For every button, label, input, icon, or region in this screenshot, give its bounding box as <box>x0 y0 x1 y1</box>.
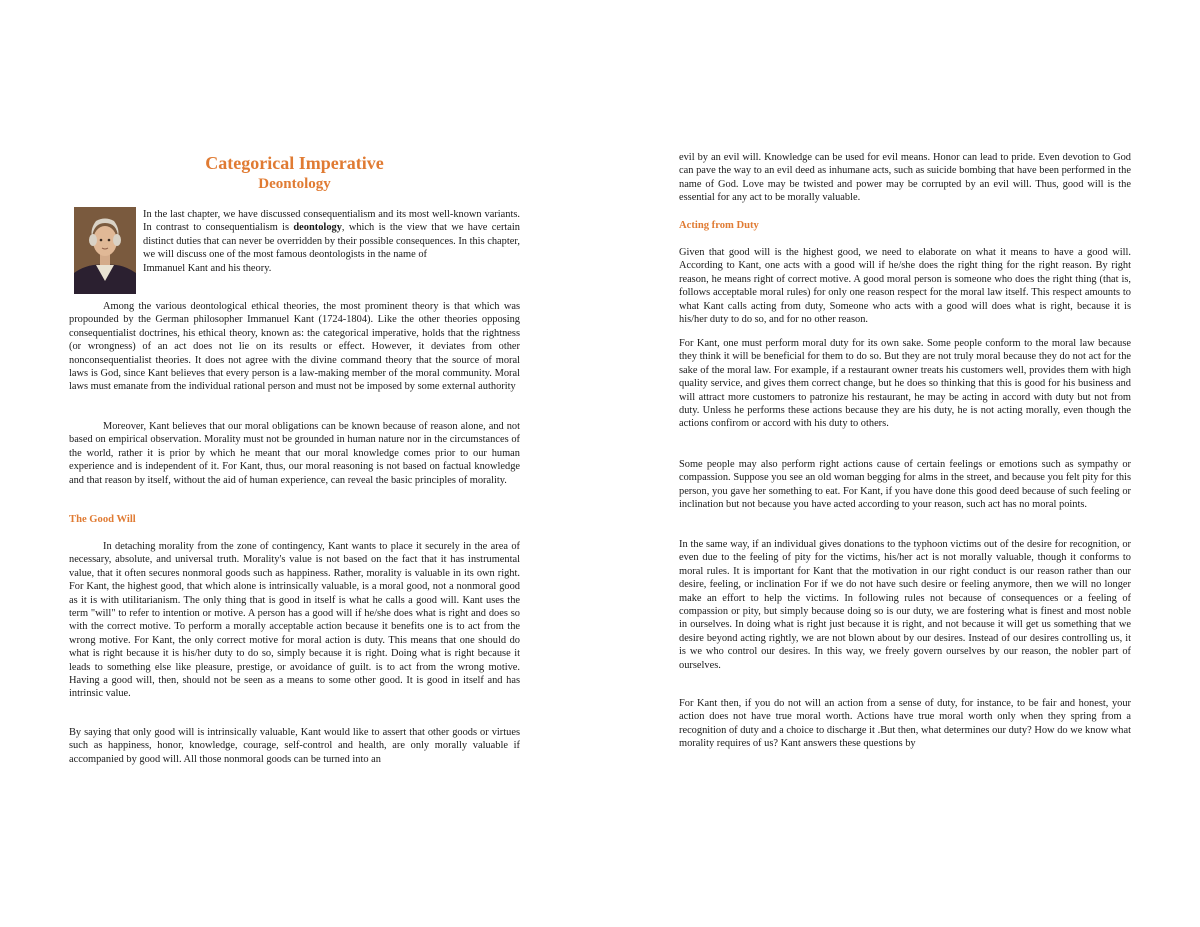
paragraph-deontological-theories: Among the various deontological ethical theories, the most prominent theory is that which was propounded by the German philosopher Immanuel Kant (1724-1804). Like the other theories opposing consequentialist doctrines, his ethical theory, known as: the categorical imperative, holds that the rightness (or wrongness) of an act does not lie on its results or effect. However, it deviates from other nonconsequentialist theories. It does not agree with the divine command theory that the source of moral laws is God, since Kant believes that every person is a law-making member of the moral community. Moral laws must emanate from the individual rational person and must not be imposed by some external authority <box>69 301 520 393</box>
chapter-title: Categorical Imperative <box>205 153 384 173</box>
paragraph-true-moral-worth: For Kant then, if you do not will an action from a sense of duty, for instance, to be fair and honest, your action does not have true moral worth. Actions have true moral worth only when they spring from a recognition of duty and a choice to discharge it .But then, what determines our duty? How do we know what morality requires of us? Kant answers these questions by <box>679 698 1131 750</box>
intro-name: Immanuel Kant and his theory. <box>143 262 272 274</box>
paragraph-donations: In the same way, if an individual gives donations to the typhoon victims out of the desire for recognition, or even due to the feeling of pity for the victims, his/her act is not morally valuable, though it conforms to moral rules. It is important for Kant that the motivation in our right conduct is our reason rather than our desire, feeling, or inclination For if we do not have such desire or feeling anymore, then we will no longer make an effort to help the victims. In following rules not because of consequences or a feeling of compassion or pity, but simply because doing so is our duty, we are fostering what is finest and most noble in ourselves. In doing what is right just because it is right, and not because it will get us something that we desire beyond acting rightly, we are not blown about by our desires. Instead of our desires controlling us, it is we who control our desires. In this way, we freely govern ourselves by our reason, the nobler part of ourselves. <box>679 539 1131 671</box>
paragraph-feelings-emotions: Some people may also perform right actions cause of certain feelings or emotions such as sympathy or compassion. Suppose you see an old woman begging for alms in the street, and because you felt pity for this person, you gave her something to eat. For Kant, if you have done this good deed because of such feeling or inclination but not because you have acted according to your reason, such act has no moral points. <box>679 459 1131 511</box>
chapter-subtitle: Deontology <box>258 176 331 192</box>
intro-keyword: deontology <box>293 222 342 234</box>
paragraph-good-will-meaning: Given that good will is the highest good, we need to elaborate on what it means to have a good will. According to Kant, one acts with a good will if he/she does the right thing for the right reason. By right reason, he means right of correct motive. A good moral person is someone who does the right thing (that is, follows acceptable moral rules) for only one reason respect for the moral law itself. This respect amounts to what Kant calls acting from duty, Someone who acts with a good will does what is right, because it is his/her duty to do so, and for no other reason. <box>679 247 1131 326</box>
intro-text-end: , which is the view that we have certain distinct duties that can never be overridden by their possible consequences. In this chapter, we will discuss one of the most famous deontologists in the name of <box>143 222 520 261</box>
intro-paragraph <box>143 208 520 275</box>
heading-acting-from-duty: Acting from Duty <box>679 220 759 231</box>
kant-portrait-image <box>74 207 136 294</box>
intro-text-start: In the last chapter, we have discussed consequentialism and its most well-known variants. In contrast to consequentialism is <box>143 209 520 234</box>
kant-portrait-illustration <box>74 207 136 294</box>
heading-good-will: The Good Will <box>69 514 136 525</box>
paragraph-moral-duty: For Kant, one must perform moral duty for its own sake. Some people conform to the moral law because they think it will be beneficial for them to do so. But they are not truly moral because they do not act for the sake of the moral law. For example, if a restaurant owner treats his customers well, provides them with high quality service, and gives them correct change, but he does so thinking that this is good for his business and will attract more customers to patronize his restaurant, he may be acting in accord with duty but not from duty. Unless he performs these actions because they are his duty, he is not acting morally, even though the actions confirom or accord with his duty to others. <box>679 338 1131 430</box>
paragraph-good-will: In detaching morality from the zone of contingency, Kant wants to place it securely in the area of necessary, absolute, and universal truth. Morality's value is not based on the fact that it has instrumental value, that it often secures nonmoral goods such as happiness. Rather, morality is valuable in its own right. For Kant, the highest good, that which alone is intrinsically valuable, is a moral good, not a nonmoral good as it is with utilitarianism. The only thing that is good in itself is what he calls a good will. Kant uses the term "will" to refer to intention or motive. A person has a good will if he/she does what is right and does so with the correct motive. To perform a morally acceptable action because it benefits one is to act from the wrong motive. For Kant, the only correct motive for moral action is duty. This means that one should do what is right because it is his/her duty to do so, simply because it is right. Doing what is right because it leads to something else like pleasure, prestige, or avoidance of guilt. is to act from the wrong motive. Having a good will, then, should not be seen as a means to some other good. It is good in itself and has intrinsic value. <box>69 541 520 700</box>
paragraph-evil-will: evil by an evil will. Knowledge can be used for evil means. Honor can lead to pride. Even devotion to God can pave the way to an evil deed as inhumane acts, such as suicide bombing that have been performed in the name of God. Love may be twisted and power may be corrupted by an evil will. Thus, good will is the essential for any act to be morally valuable. <box>679 152 1131 204</box>
paragraph-intrinsic-value: By saying that only good will is intrinsically valuable, Kant would like to assert that other goods or virtues such as happiness, honor, knowledge, courage, self-control and health, are only morally valuable if accompanied by good will. All those nonmoral goods can be turned into an <box>69 727 520 765</box>
paragraph-moral-obligations: Moreover, Kant believes that our moral obligations can be known because of reason alone, and not based on empirical observation. Morality must not be grounded in human nature nor in the circumstances of the world, rather it is prior by which he meant that our moral knowledge comes prior to our human experience and is independent of it. For Kant, thus, our moral reasoning is not based on factual knowledge and that reason by itself, without the aid of human experience, can reveal the basic principles of morality. <box>69 421 520 486</box>
